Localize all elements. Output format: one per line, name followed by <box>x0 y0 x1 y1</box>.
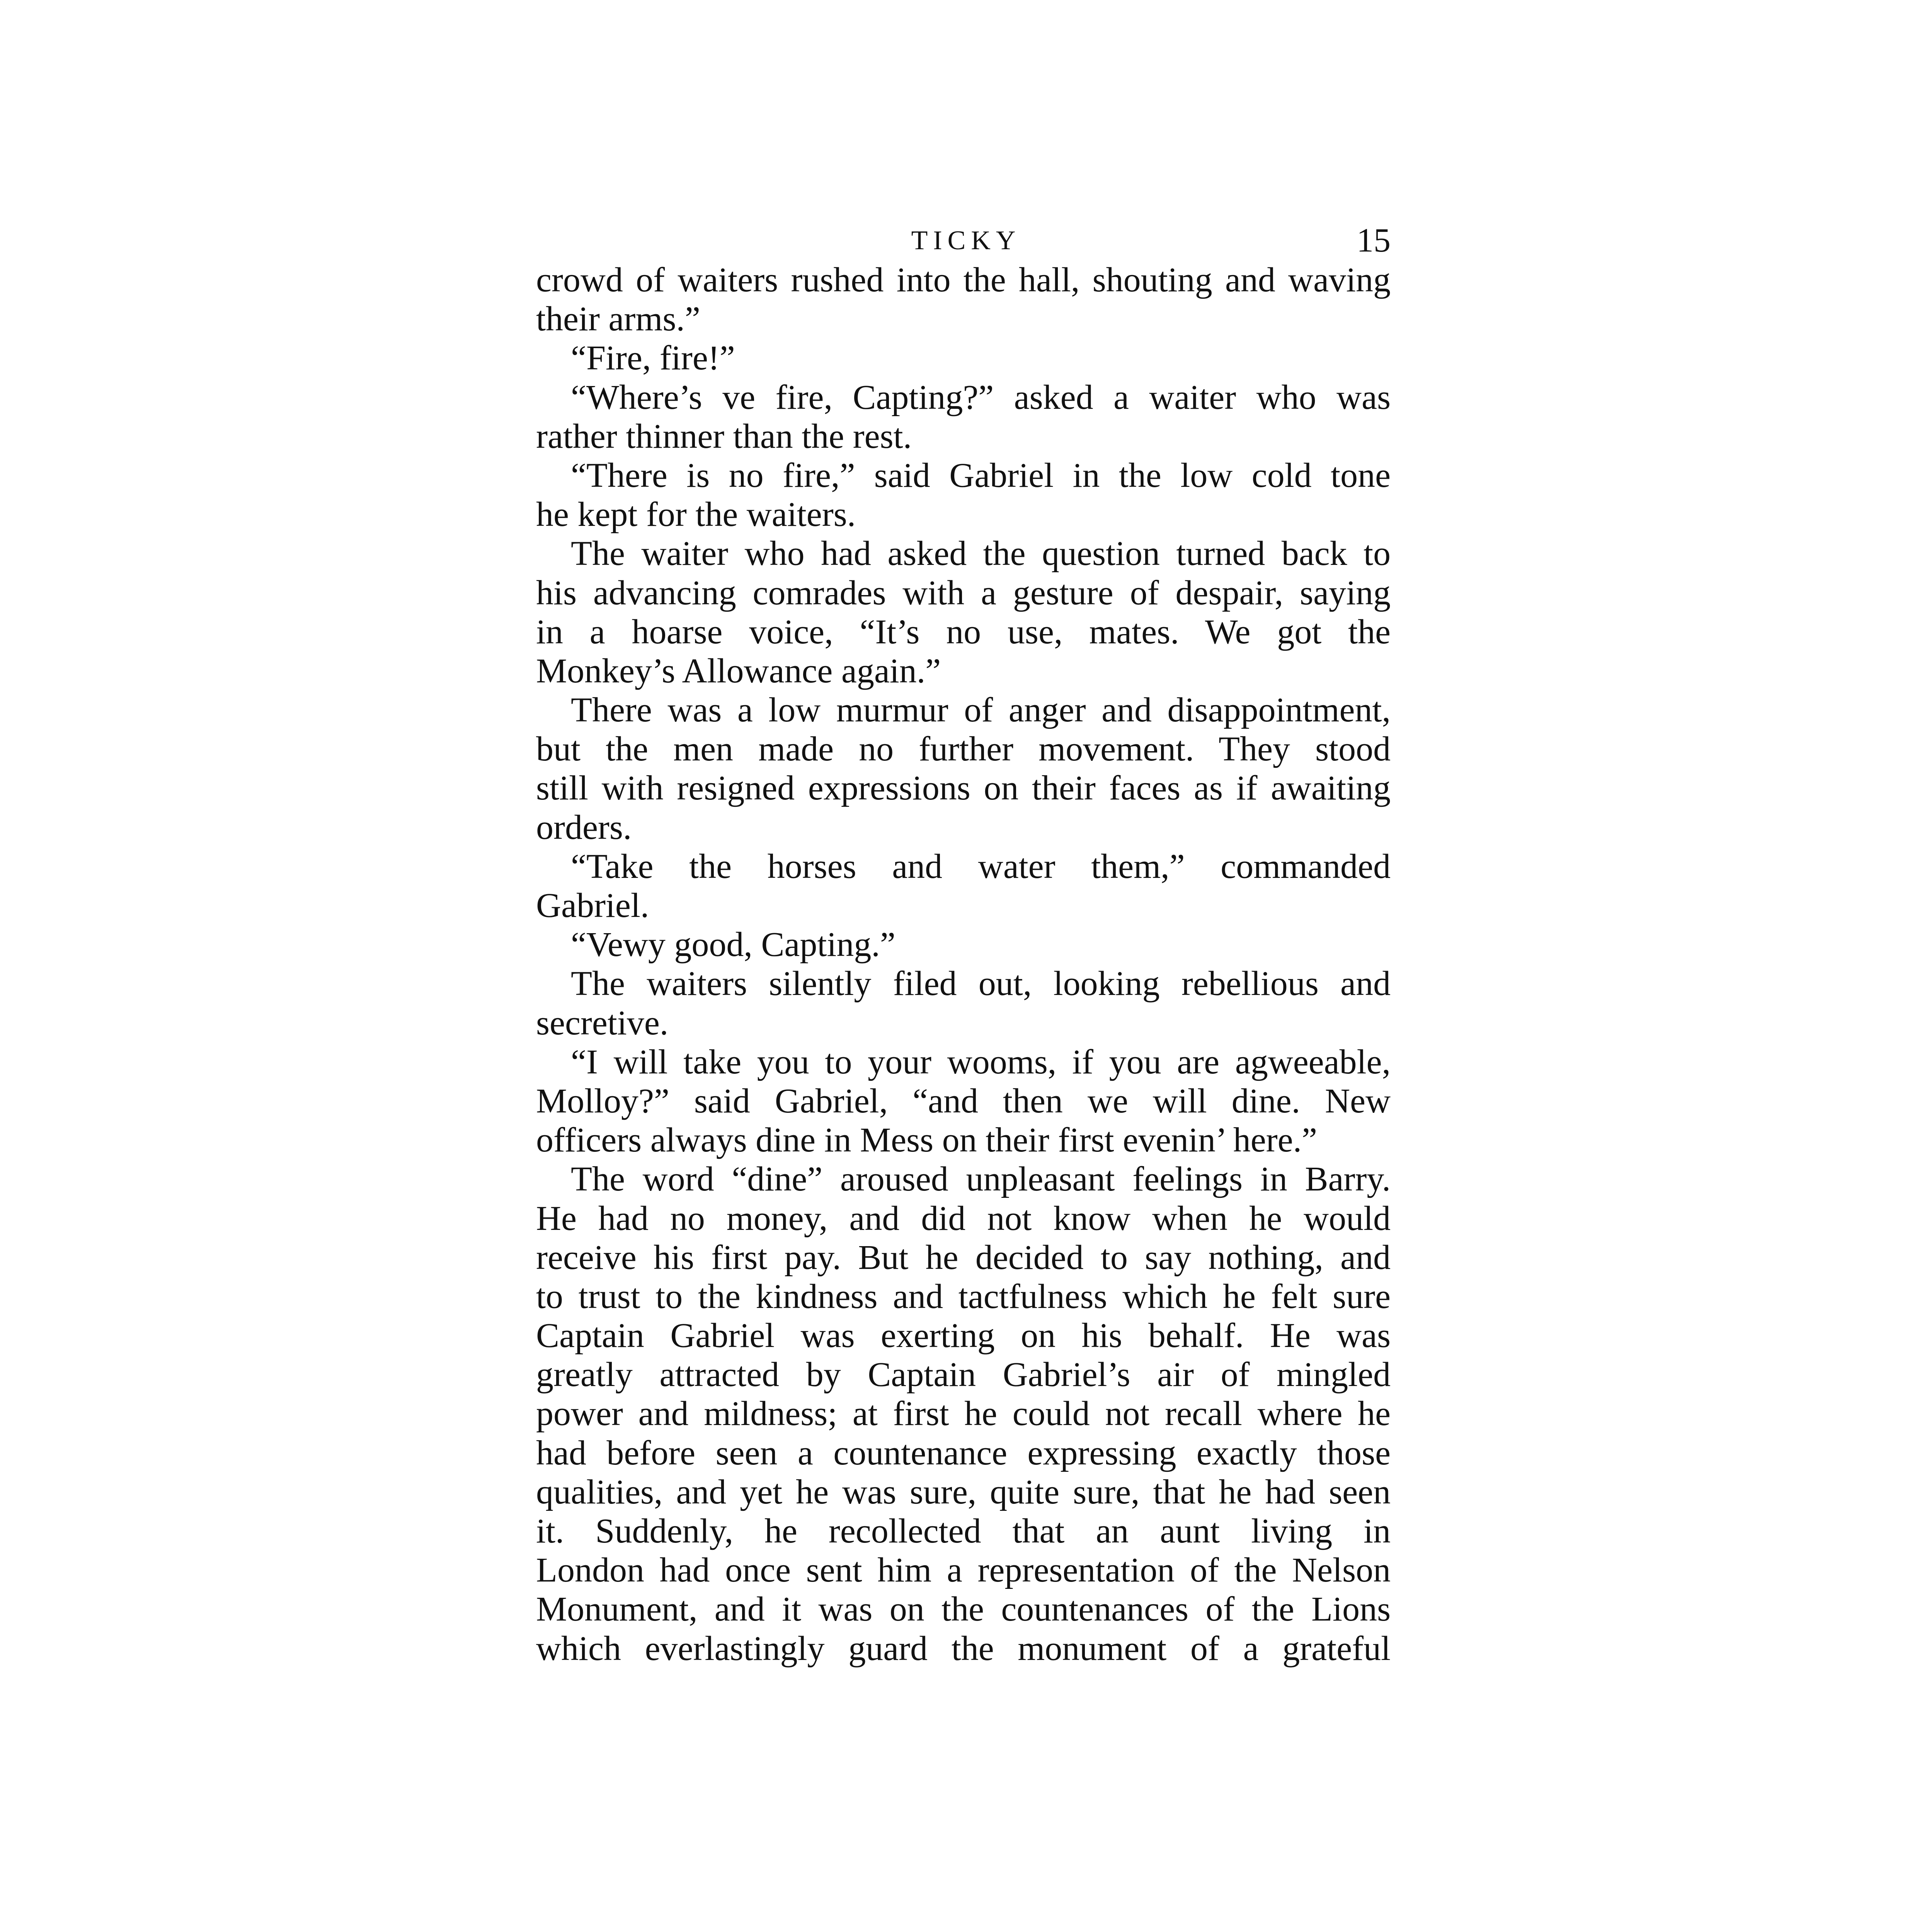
text-line: “I will take you to your wooms, if you are agweeable, <box>571 1043 1391 1081</box>
text-line: The waiters silently filed out, looking rebellious and <box>571 964 1391 1003</box>
text-line: to trust to the kindness and tactfulness which he felt sure <box>536 1277 1391 1316</box>
text-line: The word “dine” aroused unpleasant feelings in Barry. <box>571 1160 1391 1199</box>
text-line: greatly attracted by Captain Gabriel’s air of mingled <box>536 1355 1391 1394</box>
paragraph <box>536 1043 1391 1160</box>
body-text <box>536 260 1391 1668</box>
text-line: There was a low murmur of anger and disappointment, <box>571 691 1391 730</box>
text-line: “There is no fire,” said Gabriel in the low cold tone <box>571 456 1391 495</box>
text-line: power and mildness; at first he could not recall where he <box>536 1395 1391 1433</box>
paragraph <box>536 1160 1391 1668</box>
text-line: crowd of waiters rushed into the hall, shouting and waving <box>536 261 1391 299</box>
text-line: it. Suddenly, he recollected that an aunt living in <box>536 1512 1391 1550</box>
text-line: he kept for the waiters. <box>536 495 856 534</box>
running-head-title: TICKY <box>911 226 1021 255</box>
paragraph <box>536 338 1391 378</box>
text-line: Monument, and it was on the countenances of the Lions <box>536 1590 1391 1629</box>
text-line: Gabriel. <box>536 886 649 925</box>
text-line: Captain Gabriel was exerting on his behalf. He was <box>536 1316 1391 1355</box>
text-line: but the men made no further movement. They stood <box>536 730 1391 769</box>
paragraph <box>536 378 1391 456</box>
text-line: Monkey’s Allowance again.” <box>536 651 941 690</box>
paragraph <box>536 964 1391 1042</box>
text-line: secretive. <box>536 1003 669 1042</box>
text-line: orders. <box>536 808 632 847</box>
text-line: officers always dine in Mess on their first evenin’ here.” <box>536 1121 1318 1160</box>
text-line: “Where’s ve fire, Capting?” asked a waiter who was <box>571 378 1391 417</box>
text-line: rather thinner than the rest. <box>536 417 912 456</box>
text-line: which everlastingly guard the monument of a grateful <box>536 1629 1391 1668</box>
text-line: still with resigned expressions on their faces as if awaiting <box>536 769 1391 808</box>
text-line: their arms.” <box>536 300 700 338</box>
page-number: 15 <box>1357 222 1391 259</box>
text-line: He had no money, and did not know when he would <box>536 1199 1391 1238</box>
text-line: his advancing comrades with a gesture of despair, saying <box>536 573 1391 612</box>
text-line: receive his first pay. But he decided to say nothing, and <box>536 1238 1391 1277</box>
text-line: qualities, and yet he was sure, quite sure, that he had seen <box>536 1473 1391 1511</box>
paragraph <box>536 534 1391 690</box>
text-line: London had once sent him a representation of the Nelson <box>536 1551 1391 1590</box>
text-line: in a hoarse voice, “It’s no use, mates. We got the <box>536 612 1391 651</box>
paragraph <box>536 690 1391 847</box>
paragraph <box>536 456 1391 534</box>
paragraph <box>536 260 1391 338</box>
text-line: The waiter who had asked the question turned back to <box>571 534 1391 573</box>
text-line: Molloy?” said Gabriel, “and then we will dine. New <box>536 1082 1391 1120</box>
paragraph <box>536 925 1391 964</box>
text-line: “Take the horses and water them,” commanded <box>571 847 1391 886</box>
text-line: “Fire, fire!” <box>571 339 735 378</box>
running-header <box>536 221 1391 260</box>
paragraph <box>536 847 1391 925</box>
text-line: “Vewy good, Capting.” <box>571 925 896 964</box>
text-line: had before seen a countenance expressing exactly those <box>536 1434 1391 1472</box>
